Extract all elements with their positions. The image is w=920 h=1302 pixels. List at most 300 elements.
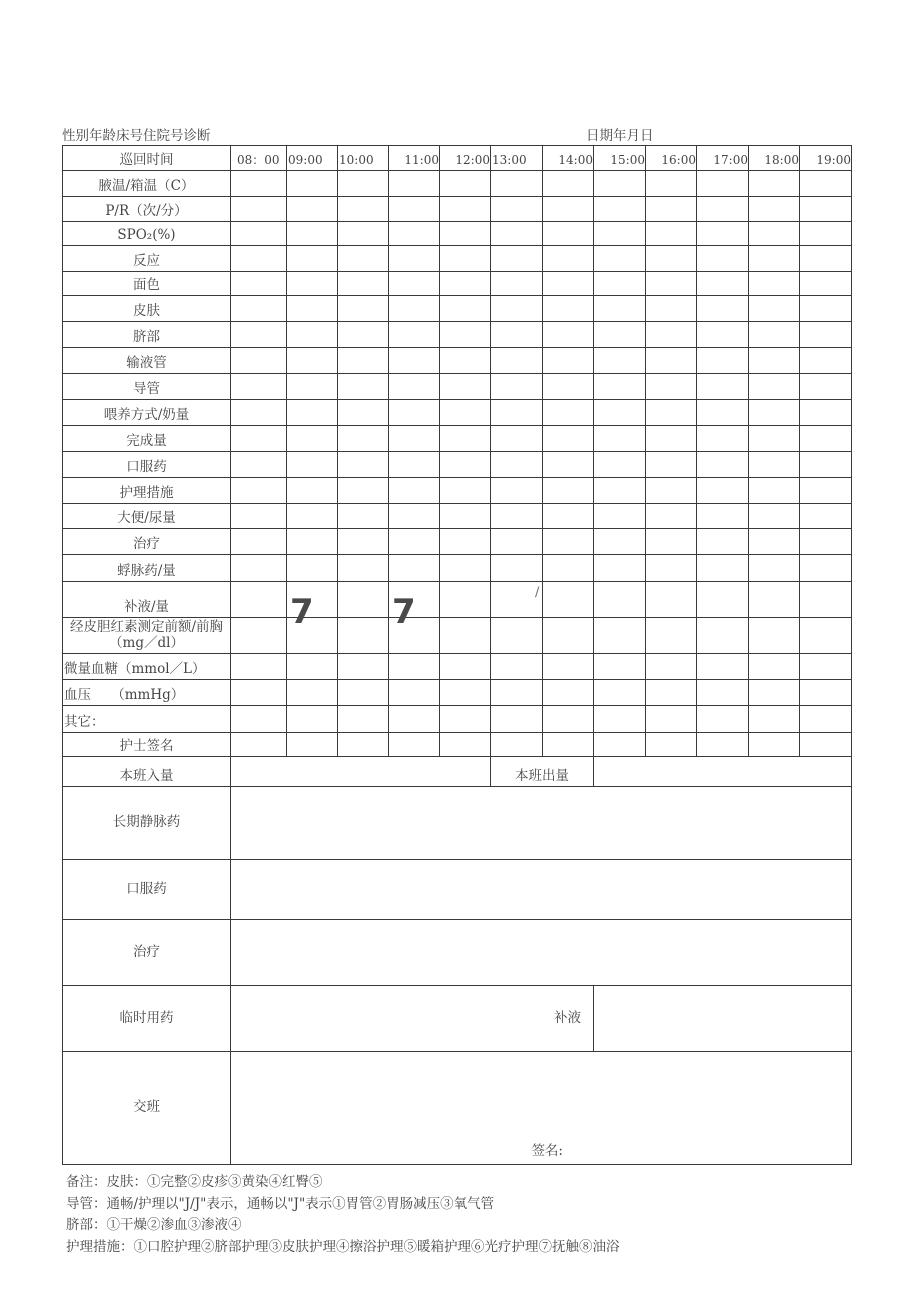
shift-io-row [63,757,852,787]
record-cell[interactable] [749,582,800,618]
handover-row [63,1052,852,1165]
record-cell[interactable] [491,374,543,400]
record-cell[interactable] [389,296,440,322]
note-skin: 备注：皮肤：①完整②皮疹③黄染④红臀⑤ [66,1174,323,1190]
record-cell[interactable] [749,529,800,555]
record-cell[interactable] [389,733,440,757]
oral-value[interactable] [231,860,852,920]
record-cell[interactable] [287,171,338,197]
record-cell[interactable] [338,348,389,374]
record-cell[interactable] [491,504,543,529]
record-cell[interactable] [287,197,338,222]
oral-row [63,860,852,920]
record-row [63,426,852,452]
record-cell[interactable] [231,171,287,197]
record-cell[interactable] [749,618,800,654]
record-cell[interactable] [800,478,852,504]
record-cell[interactable] [749,478,800,504]
record-cell[interactable] [338,555,389,582]
record-cell[interactable] [491,426,543,452]
time-header-cell: 11:00 [389,146,440,171]
record-cell[interactable] [338,426,389,452]
record-cell[interactable] [440,400,491,426]
record-cell[interactable] [440,654,491,680]
record-cell[interactable] [543,197,594,222]
record-cell[interactable] [749,348,800,374]
record-cell[interactable] [646,582,697,618]
treatment-label: 治疗 [63,920,231,986]
record-cell[interactable] [440,504,491,529]
record-cell[interactable] [800,348,852,374]
record-cell[interactable] [440,171,491,197]
record-cell[interactable] [389,529,440,555]
record-cell[interactable] [646,197,697,222]
record-cell[interactable] [749,222,800,246]
record-cell[interactable] [594,452,646,478]
oral-label: 口服药 [63,860,231,920]
record-cell[interactable] [594,272,646,296]
record-cell[interactable] [749,296,800,322]
record-cell[interactable] [646,733,697,757]
record-row [63,504,852,529]
record-cell[interactable] [594,222,646,246]
record-cell[interactable] [389,680,440,706]
record-cell[interactable] [543,400,594,426]
record-cell[interactable] [440,452,491,478]
record-cell[interactable] [338,272,389,296]
record-cell[interactable] [749,504,800,529]
record-cell[interactable] [287,246,338,272]
record-cell[interactable] [440,618,491,654]
record-cell[interactable] [697,246,749,272]
record-cell[interactable] [594,400,646,426]
record-cell[interactable] [800,197,852,222]
record-cell[interactable] [800,374,852,400]
record-cell[interactable] [646,504,697,529]
record-cell[interactable] [231,400,287,426]
record-cell[interactable] [231,654,287,680]
record-cell[interactable] [646,246,697,272]
record-cell[interactable] [231,348,287,374]
record-cell[interactable] [594,504,646,529]
record-cell[interactable] [646,400,697,426]
record-cell[interactable] [800,504,852,529]
record-cell[interactable] [231,504,287,529]
record-cell[interactable] [440,246,491,272]
record-cell[interactable] [594,348,646,374]
record-cell[interactable] [594,680,646,706]
record-cell[interactable] [491,478,543,504]
record-cell[interactable] [543,426,594,452]
record-cell[interactable] [800,582,852,618]
record-cell[interactable] [389,272,440,296]
record-cell[interactable] [231,529,287,555]
record-cell[interactable] [338,246,389,272]
record-cell[interactable] [440,272,491,296]
record-cell[interactable] [440,222,491,246]
record-cell[interactable] [646,654,697,680]
record-cell[interactable] [440,706,491,733]
record-cell[interactable] [800,322,852,348]
record-cell[interactable] [440,348,491,374]
record-cell[interactable] [231,322,287,348]
record-cell[interactable] [543,654,594,680]
record-cell[interactable] [491,618,543,654]
record-cell[interactable] [594,555,646,582]
record-row [63,348,852,374]
record-cell[interactable] [287,322,338,348]
record-cell[interactable] [440,426,491,452]
record-cell[interactable] [594,654,646,680]
record-cell[interactable] [800,222,852,246]
record-cell[interactable] [646,272,697,296]
record-cell[interactable] [338,706,389,733]
record-cell[interactable] [749,171,800,197]
record-cell[interactable] [389,426,440,452]
record-cell[interactable] [800,555,852,582]
record-cell[interactable] [338,171,389,197]
row-label: 完成量 [63,426,231,452]
record-cell[interactable] [440,555,491,582]
record-cell[interactable] [231,618,287,654]
record-cell[interactable] [389,706,440,733]
record-cell[interactable] [800,400,852,426]
record-cell[interactable] [594,322,646,348]
long-iv-value[interactable] [231,787,852,860]
record-cell[interactable] [697,296,749,322]
record-cell[interactable] [594,171,646,197]
record-cell[interactable] [697,733,749,757]
record-cell[interactable] [697,322,749,348]
record-cell[interactable] [800,171,852,197]
record-cell[interactable] [231,582,287,618]
record-cell[interactable] [338,504,389,529]
record-cell[interactable] [491,400,543,426]
record-cell[interactable] [440,680,491,706]
record-cell[interactable] [594,197,646,222]
record-cell[interactable] [543,706,594,733]
record-cell[interactable] [389,222,440,246]
record-cell[interactable] [440,296,491,322]
note-catheter: 导管：通畅/护理以"J/J"表示，通畅以"J"表示①胃管②胃肠减压③氧气管 [66,1195,495,1212]
record-cell[interactable] [646,618,697,654]
record-cell[interactable] [646,706,697,733]
record-cell[interactable] [800,618,852,654]
record-cell[interactable] [594,296,646,322]
record-cell[interactable] [697,426,749,452]
record-cell[interactable] [594,426,646,452]
record-cell[interactable] [800,426,852,452]
record-cell[interactable] [749,654,800,680]
fluid-value[interactable] [594,986,852,1052]
record-cell[interactable] [749,706,800,733]
record-cell[interactable] [543,504,594,529]
record-cell[interactable] [697,452,749,478]
record-cell[interactable] [231,555,287,582]
record-cell[interactable] [440,733,491,757]
record-cell[interactable] [749,733,800,757]
record-cell[interactable] [389,654,440,680]
record-row [63,654,852,680]
record-cell[interactable] [697,706,749,733]
record-cell[interactable] [440,197,491,222]
record-cell[interactable] [594,478,646,504]
record-cell[interactable] [749,246,800,272]
time-header-cell: 18:00 [749,146,800,171]
record-cell[interactable] [594,529,646,555]
record-cell[interactable] [543,296,594,322]
record-cell[interactable] [646,171,697,197]
row-label: 喂养方式/奶量 [63,400,231,426]
record-cell[interactable] [800,680,852,706]
record-row [63,197,852,222]
row-label: 护士签名 [63,733,231,757]
record-cell[interactable] [491,197,543,222]
record-cell[interactable] [491,171,543,197]
record-cell[interactable] [749,400,800,426]
record-cell[interactable] [543,555,594,582]
treatment-value[interactable] [231,920,852,986]
record-cell[interactable] [231,246,287,272]
record-cell[interactable] [287,426,338,452]
record-cell[interactable] [646,296,697,322]
record-cell[interactable] [491,246,543,272]
record-cell[interactable] [287,654,338,680]
record-cell[interactable] [749,426,800,452]
record-cell[interactable] [800,529,852,555]
record-row [63,246,852,272]
time-header-cell: 10:00 [338,146,389,171]
record-cell[interactable] [287,296,338,322]
record-cell[interactable] [594,733,646,757]
record-cell[interactable] [491,322,543,348]
record-cell[interactable] [646,374,697,400]
temp-drug-row [63,986,852,1052]
record-cell[interactable] [697,348,749,374]
record-cell[interactable] [543,171,594,197]
record-cell[interactable] [338,733,389,757]
record-cell[interactable] [231,706,287,733]
record-cell[interactable] [697,272,749,296]
record-cell[interactable] [338,478,389,504]
record-cell[interactable] [231,452,287,478]
record-cell[interactable] [800,296,852,322]
record-cell[interactable] [543,246,594,272]
row-label: 皮肤 [63,296,231,322]
record-cell[interactable] [491,222,543,246]
record-cell[interactable] [697,680,749,706]
record-cell[interactable] [749,555,800,582]
record-cell[interactable] [389,400,440,426]
record-cell[interactable] [646,555,697,582]
output-value[interactable] [594,757,852,787]
record-cell[interactable] [389,322,440,348]
record-cell[interactable] [389,478,440,504]
record-cell[interactable] [389,348,440,374]
record-cell[interactable] [231,680,287,706]
record-cell[interactable] [440,374,491,400]
record-cell[interactable] [800,246,852,272]
record-cell[interactable] [594,582,646,618]
record-cell[interactable] [800,272,852,296]
intake-label: 本班入量 [63,757,231,787]
treatment-row [63,920,852,986]
record-cell[interactable] [338,618,389,654]
record-cell[interactable] [389,197,440,222]
record-cell[interactable] [389,452,440,478]
record-cell[interactable] [231,296,287,322]
record-cell[interactable] [800,733,852,757]
record-cell[interactable] [491,555,543,582]
record-cell[interactable] [800,452,852,478]
record-cell[interactable] [491,529,543,555]
record-cell[interactable] [749,374,800,400]
handover-value[interactable] [231,1052,852,1165]
long-iv-label: 长期静脉药 [63,787,231,860]
record-cell[interactable] [697,618,749,654]
row-label: 导管 [63,374,231,400]
row-label: P/R（次/分） [63,197,231,222]
record-cell[interactable] [749,680,800,706]
record-cell[interactable] [231,197,287,222]
record-cell[interactable] [697,400,749,426]
record-cell[interactable] [543,222,594,246]
record-cell[interactable] [338,582,389,618]
record-cell[interactable] [749,272,800,296]
record-cell[interactable] [287,733,338,757]
record-cell[interactable] [697,529,749,555]
record-cell[interactable] [287,478,338,504]
record-cell[interactable] [338,529,389,555]
record-cell[interactable] [491,706,543,733]
record-cell[interactable] [338,374,389,400]
row-label: 治疗 [63,529,231,555]
record-cell[interactable] [646,322,697,348]
record-cell[interactable] [697,654,749,680]
record-cell[interactable] [543,618,594,654]
record-cell[interactable] [749,452,800,478]
record-cell[interactable] [440,478,491,504]
record-cell[interactable] [231,426,287,452]
record-cell[interactable] [231,478,287,504]
record-cell[interactable] [389,246,440,272]
record-cell[interactable] [491,348,543,374]
record-cell[interactable] [800,706,852,733]
record-cell[interactable] [338,322,389,348]
record-cell[interactable] [491,733,543,757]
patient-info-header: 性别年龄床号住院号诊断 [62,128,211,144]
record-cell[interactable] [491,296,543,322]
record-cell[interactable] [231,733,287,757]
record-row [63,171,852,197]
record-cell[interactable] [287,504,338,529]
record-cell[interactable] [646,680,697,706]
record-cell[interactable] [287,529,338,555]
record-cell[interactable] [749,197,800,222]
record-row [63,272,852,296]
record-cell[interactable] [646,222,697,246]
record-cell[interactable] [800,654,852,680]
record-cell[interactable] [594,246,646,272]
record-cell[interactable] [594,374,646,400]
record-cell[interactable] [440,322,491,348]
row-label: 其它： [63,706,231,733]
record-cell[interactable] [440,582,491,618]
record-cell[interactable] [491,654,543,680]
record-cell[interactable] [389,171,440,197]
record-cell[interactable] [543,582,594,618]
record-cell[interactable] [440,529,491,555]
record-cell[interactable] [697,504,749,529]
record-cell[interactable] [338,197,389,222]
record-cell[interactable] [697,374,749,400]
record-cell[interactable] [543,478,594,504]
record-cell[interactable] [389,374,440,400]
record-cell[interactable] [697,222,749,246]
record-cell[interactable] [646,478,697,504]
record-cell[interactable] [491,272,543,296]
record-cell[interactable] [646,452,697,478]
record-cell[interactable] [543,452,594,478]
intake-value[interactable] [231,757,491,787]
record-cell[interactable] [338,452,389,478]
record-cell[interactable] [231,374,287,400]
record-cell[interactable] [543,348,594,374]
record-cell[interactable] [594,706,646,733]
record-cell[interactable] [287,374,338,400]
record-cell[interactable] [543,680,594,706]
record-cell[interactable] [646,348,697,374]
record-cell[interactable] [543,733,594,757]
record-cell[interactable] [287,452,338,478]
record-cell[interactable] [697,555,749,582]
record-cell[interactable] [338,680,389,706]
record-cell[interactable] [749,322,800,348]
record-cell[interactable] [338,222,389,246]
record-cell[interactable] [338,296,389,322]
record-cell[interactable] [594,618,646,654]
record-cell[interactable] [287,400,338,426]
record-cell[interactable] [338,654,389,680]
record-cell[interactable] [389,555,440,582]
record-cell[interactable] [543,529,594,555]
record-cell[interactable] [646,529,697,555]
record-cell[interactable] [543,272,594,296]
record-cell[interactable] [697,478,749,504]
record-row [63,400,852,426]
record-cell[interactable] [543,322,594,348]
record-cell[interactable] [697,171,749,197]
signature-label: 签名: [531,1143,563,1160]
record-cell[interactable] [697,582,749,618]
record-cell[interactable] [231,272,287,296]
record-cell[interactable] [287,348,338,374]
record-cell[interactable] [231,222,287,246]
record-cell[interactable] [697,197,749,222]
record-cell[interactable] [491,680,543,706]
record-cell[interactable] [491,452,543,478]
record-cell[interactable] [646,426,697,452]
record-cell[interactable] [338,400,389,426]
record-cell[interactable] [389,504,440,529]
record-cell[interactable] [287,222,338,246]
record-cell[interactable] [287,272,338,296]
record-cell[interactable] [543,374,594,400]
record-cell[interactable] [287,555,338,582]
record-cell[interactable] [287,680,338,706]
row-label: 补液/量 [63,582,231,618]
record-cell[interactable] [287,706,338,733]
